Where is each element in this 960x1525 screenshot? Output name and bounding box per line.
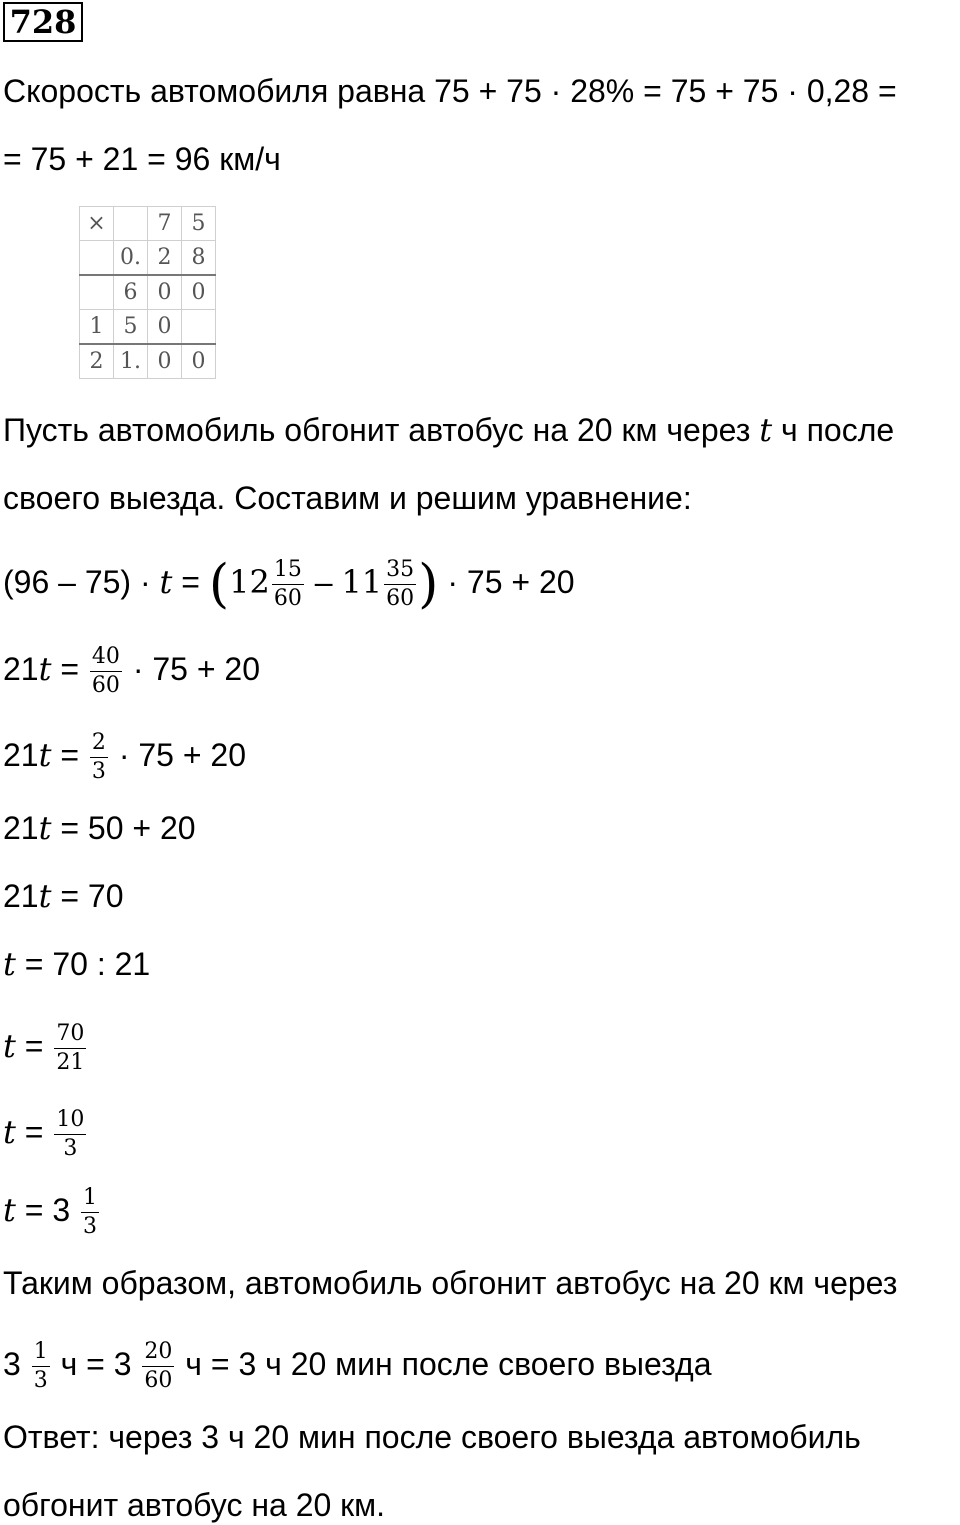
table-cell: 5 (114, 310, 148, 345)
variable-t: t (3, 1112, 16, 1151)
variable-t: t (3, 945, 16, 983)
variable-t: t (3, 1190, 16, 1229)
numerator: 10 (54, 1108, 86, 1135)
coefficient: 21 (3, 650, 39, 687)
equation-8 (3, 1108, 88, 1161)
coefficient: 21 (3, 878, 39, 914)
numerator: 70 (54, 1022, 86, 1049)
eq-rest: = 70 : 21 (15, 946, 151, 982)
speed-line-1: Скорость автомобиля равна 75 + 75 · 28% = 75 + 75 · 0,28 = (3, 73, 897, 109)
conclusion-line-2 (3, 1340, 712, 1393)
denominator: 3 (33, 1368, 48, 1393)
table-cell: 0 (182, 275, 216, 310)
fraction (384, 558, 416, 611)
text-fragment: ч = 3 ч 20 мин после своего выезда (176, 1345, 712, 1382)
table-cell: 0. (114, 241, 148, 276)
equation-4 (3, 808, 196, 848)
table-cell (114, 207, 148, 241)
table-cell (80, 275, 114, 310)
table-cell (80, 241, 114, 276)
table-cell: × (80, 207, 114, 241)
eq-rest: = 50 + 20 (51, 810, 196, 846)
equation-7 (3, 1022, 88, 1075)
mixed-integer: 11 (341, 562, 383, 601)
equation-9 (3, 1186, 101, 1239)
eq-rest: = 70 (51, 878, 124, 914)
eq-left: (96 – 75) · (3, 563, 160, 600)
variable-t: t (38, 735, 52, 774)
table-cell: 2 (80, 344, 114, 379)
answer-line-2: обгонит автобус на 20 км. (3, 1487, 386, 1523)
variable-t: t (38, 809, 52, 847)
numerator: 1 (32, 1340, 50, 1367)
denominator: 3 (91, 759, 106, 784)
numerator: 2 (90, 731, 108, 758)
equation-3 (3, 731, 246, 784)
fraction (81, 1186, 99, 1239)
table-cell: 2 (148, 241, 182, 276)
text-fragment: Пусть автомобиль обгонит автобус на 20 км через (3, 412, 760, 448)
table-row (80, 241, 216, 276)
table-row (80, 344, 216, 379)
paren-close: ) (418, 554, 439, 615)
table-cell: 1 (80, 310, 114, 345)
table-cell (182, 310, 216, 345)
table-cell: 7 (148, 207, 182, 241)
text-fragment: ч = 3 (51, 1345, 141, 1382)
denominator: 60 (144, 1368, 173, 1393)
fraction (54, 1108, 86, 1161)
text-line-2: своего выезда. Составим и решим уравнение: (3, 480, 692, 516)
coefficient: 21 (3, 810, 39, 846)
eq-sign: = (15, 1027, 53, 1064)
paren-open: ( (208, 554, 230, 615)
fraction (32, 1340, 50, 1393)
table-row (80, 207, 216, 241)
coefficient: 21 (3, 736, 39, 773)
denominator: 60 (91, 673, 120, 698)
mixed-integer: 12 (229, 562, 270, 601)
table-cell: 0 (182, 344, 216, 379)
numerator: 15 (272, 558, 304, 585)
equation-5 (3, 876, 124, 916)
table-row (80, 310, 216, 345)
denominator: 60 (386, 586, 415, 611)
eq-tail: · 75 + 20 (438, 563, 575, 600)
variable-t: t (759, 411, 773, 449)
fraction (90, 731, 108, 784)
variable-t: t (159, 562, 173, 601)
minus-sign: – (305, 563, 342, 600)
variable-t: t (38, 877, 52, 915)
fraction (142, 1340, 174, 1393)
eq-sign: = (51, 736, 88, 773)
multiplication-table (79, 206, 216, 379)
conclusion-line-1: Таким образом, автомобиль обгонит автобус на 20 км через (3, 1265, 898, 1301)
fraction (272, 558, 304, 611)
text-line-1 (3, 410, 894, 450)
numerator: 20 (142, 1340, 174, 1367)
numerator: 40 (90, 645, 122, 672)
eq-sign: = (51, 650, 88, 687)
equation-2 (3, 645, 260, 698)
equation-1 (3, 554, 575, 615)
eq-sign: = (15, 1113, 53, 1150)
speed-line-2: = 75 + 21 = 96 км/ч (3, 141, 281, 177)
answer-line-1: Ответ: через 3 ч 20 мин после своего выезда автомобиль (3, 1419, 861, 1455)
fraction (90, 645, 122, 698)
denominator: 21 (56, 1050, 85, 1075)
denominator: 3 (83, 1214, 98, 1239)
denominator: 3 (63, 1136, 78, 1161)
table-cell: 8 (182, 241, 216, 276)
table-cell: 1. (114, 344, 148, 379)
variable-t: t (38, 649, 52, 688)
table-cell: 6 (114, 275, 148, 310)
text-fragment: ч после (772, 412, 895, 448)
mixed-integer: 3 (3, 1345, 30, 1382)
table-cell: 0 (148, 275, 182, 310)
equation-6 (3, 944, 150, 984)
problem-number: 728 (3, 2, 83, 42)
numerator: 1 (81, 1186, 99, 1213)
fraction (54, 1022, 86, 1075)
eq-tail: · 75 + 20 (109, 736, 247, 773)
table-row (80, 275, 216, 310)
eq-tail: · 75 + 20 (123, 650, 261, 687)
denominator: 60 (273, 586, 302, 611)
variable-t: t (3, 1026, 16, 1065)
table-cell: 0 (148, 310, 182, 345)
eq-sign: = (172, 563, 209, 600)
numerator: 35 (384, 558, 416, 585)
eq-sign: = 3 (15, 1191, 80, 1228)
table-cell: 5 (182, 207, 216, 241)
table-cell: 0 (148, 344, 182, 379)
